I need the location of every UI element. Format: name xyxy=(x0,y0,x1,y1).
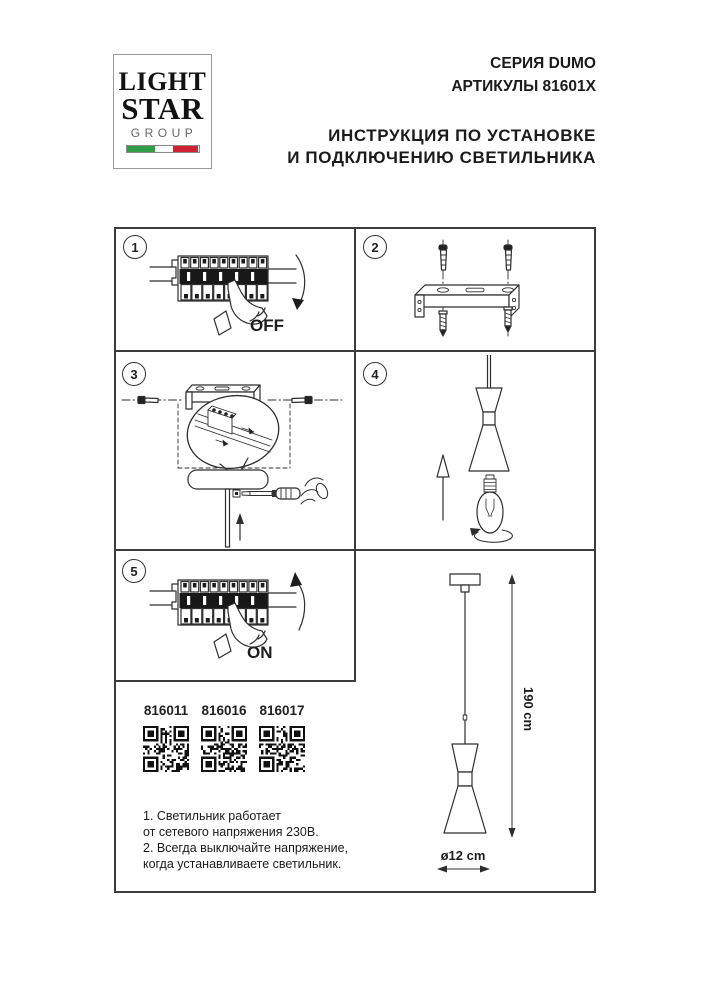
wall-anchor-icon xyxy=(504,307,512,332)
grid-divider-row2 xyxy=(114,549,596,551)
screwdriver-icon xyxy=(242,488,300,499)
arrow-up-icon xyxy=(236,513,244,524)
series-title: СЕРИЯ DUMO xyxy=(490,55,596,72)
article-number-816011: 816011 xyxy=(143,703,189,718)
step-4-illustration-shade-bulb xyxy=(360,355,590,547)
note-line: 2. Всегда выключайте напряжение, xyxy=(143,841,349,855)
note-line: когда устанавливаете светильник. xyxy=(143,857,342,871)
step-2-illustration-bracket xyxy=(360,232,590,348)
articles-title: АРТИКУЛЫ 81601X xyxy=(451,78,596,95)
arrow-up-icon xyxy=(437,455,449,477)
grid-divider-row3-left xyxy=(114,680,355,682)
article-number-816017: 816017 xyxy=(259,703,305,718)
lightstar-logo xyxy=(113,54,212,169)
holding-hand-icon xyxy=(301,478,330,504)
lamp-dimension-drawing xyxy=(358,553,595,893)
step-3-number: 3 xyxy=(122,362,146,386)
note-line: от сетевого напряжения 230В. xyxy=(143,825,319,839)
step-2-number: 2 xyxy=(363,235,387,259)
step-4-number: 4 xyxy=(363,362,387,386)
off-label: OFF xyxy=(250,316,284,335)
step-3-illustration-mounting xyxy=(120,358,350,548)
screw-icon xyxy=(504,245,512,270)
step-5-illustration-breaker-on xyxy=(118,555,348,677)
diameter-dimension-label: ø12 cm xyxy=(440,848,486,863)
step-1-illustration-breaker-off xyxy=(118,232,348,348)
italian-flag-bar xyxy=(126,145,200,153)
set-screw-icon xyxy=(233,490,240,497)
ceiling-canopy xyxy=(188,470,268,547)
height-dimension-line xyxy=(509,574,516,838)
instruction-title xyxy=(287,125,596,169)
qr-code-816011 xyxy=(143,726,189,772)
step-1-number: 1 xyxy=(123,235,147,259)
lamp-shade xyxy=(469,388,509,471)
light-bulb-icon xyxy=(477,475,503,533)
logo-text-group: GROUP xyxy=(130,126,198,141)
step-5-number: 5 xyxy=(122,559,146,583)
article-number-816016: 816016 xyxy=(201,703,247,718)
grid-divider-row1 xyxy=(114,350,596,352)
instruction-title-line2: И ПОДКЛЮЧЕНИЮ СВЕТИЛЬНИКА xyxy=(287,148,596,167)
diameter-dimension-line xyxy=(437,866,490,873)
screw-icon xyxy=(292,397,312,404)
arrow-down-icon xyxy=(292,298,304,310)
qr-code-816016 xyxy=(201,726,247,772)
screw-icon xyxy=(439,245,447,270)
screw-icon xyxy=(138,397,158,404)
on-label: ON xyxy=(247,643,273,662)
instruction-title-line1: ИНСТРУКЦИЯ ПО УСТАНОВКЕ xyxy=(328,126,596,145)
logo-text-light: LIGHT xyxy=(118,66,207,96)
note-line: 1. Светильник работает xyxy=(143,809,281,823)
mounting-bracket xyxy=(415,285,519,318)
pendant-lamp xyxy=(444,574,486,833)
wall-anchor-icon xyxy=(439,311,447,336)
arrow-up-icon xyxy=(290,572,302,587)
logo-text-star: STAR xyxy=(121,90,204,126)
height-dimension-label: 190 cm xyxy=(521,687,536,732)
safety-notes xyxy=(143,808,348,872)
grid-divider-vertical xyxy=(354,227,356,682)
qr-code-816017 xyxy=(259,726,305,772)
grid-border-left xyxy=(114,227,116,893)
